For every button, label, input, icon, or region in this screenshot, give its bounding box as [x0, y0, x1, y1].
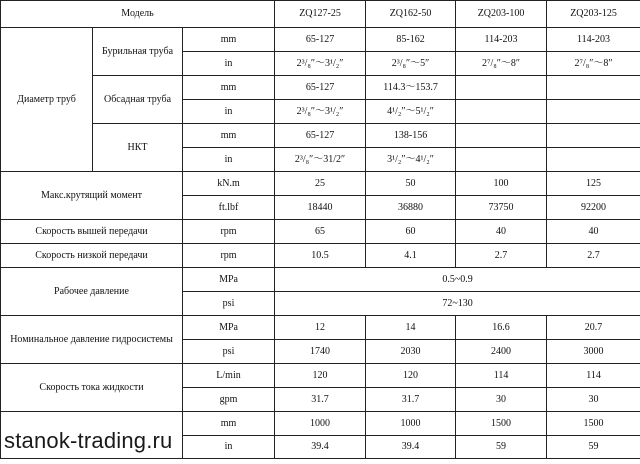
- table-cell: [456, 100, 547, 124]
- table-cell: 59: [456, 436, 547, 459]
- table-cell: 125: [547, 172, 640, 196]
- table-cell: 2³/₈″～3¹/₂″: [275, 52, 366, 76]
- table-cell: 39.4: [366, 436, 456, 459]
- table-cell: 100: [456, 172, 547, 196]
- table-cell: 2030: [366, 340, 456, 364]
- table-cell: 2.7: [456, 244, 547, 268]
- model-1-header: ZQ127-25: [275, 1, 366, 28]
- unit-cell: psi: [183, 292, 275, 316]
- unit-cell: L/min: [183, 364, 275, 388]
- table-cell: 92200: [547, 196, 640, 220]
- table-cell: 20.7: [547, 316, 640, 340]
- table-cell: 12: [275, 316, 366, 340]
- table-cell: 65-127: [275, 76, 366, 100]
- table-cell: [456, 76, 547, 100]
- table-row: [1, 172, 640, 196]
- table-cell: 16.6: [456, 316, 547, 340]
- unit-cell: psi: [183, 340, 275, 364]
- table-cell: 1740: [275, 340, 366, 364]
- unit-cell: MPa: [183, 268, 275, 292]
- table-row: [1, 220, 640, 244]
- table-row: [1, 316, 640, 340]
- casing-pipe-label: Обсадная труба: [93, 76, 183, 124]
- table-cell: 1500: [547, 412, 640, 436]
- table-cell: 4.1: [366, 244, 456, 268]
- watermark-text: stanok-trading.ru: [4, 428, 173, 453]
- table-cell: 2.7: [547, 244, 640, 268]
- table-cell: 25: [275, 172, 366, 196]
- table-cell: 114: [456, 364, 547, 388]
- unit-cell: in: [183, 148, 275, 172]
- unit-cell: in: [183, 100, 275, 124]
- table-cell: 14: [366, 316, 456, 340]
- table-cell: [456, 148, 547, 172]
- table-cell: 50: [366, 172, 456, 196]
- low-speed-label: Скорость низкой передачи: [1, 244, 183, 268]
- table-cell: 2³/₈″～5″: [366, 52, 456, 76]
- table-cell: 3000: [547, 340, 640, 364]
- table-row: [1, 124, 640, 148]
- table-cell: 114.3～153.7: [366, 76, 456, 100]
- unit-cell: mm: [183, 28, 275, 52]
- table-cell: [547, 124, 640, 148]
- table-row: [1, 268, 640, 292]
- model-2-header: ZQ162-50: [366, 1, 456, 28]
- table-cell: 0.5~0.9: [275, 268, 640, 292]
- table-cell: 85-162: [366, 28, 456, 52]
- table-cell: 120: [275, 364, 366, 388]
- unit-cell: mm: [183, 412, 275, 436]
- table-cell: 30: [547, 388, 640, 412]
- table-cell: 65-127: [275, 124, 366, 148]
- table-cell: 40: [456, 220, 547, 244]
- table-cell: 59: [547, 436, 640, 459]
- table-cell: 114: [547, 364, 640, 388]
- table-cell: 1000: [366, 412, 456, 436]
- table-cell: 3¹/₂″～4¹/₂″: [366, 148, 456, 172]
- unit-cell: gpm: [183, 388, 275, 412]
- table-cell: 30: [456, 388, 547, 412]
- model-4-header: ZQ203-125: [547, 1, 640, 28]
- unit-cell: ft.lbf: [183, 196, 275, 220]
- table-row: [1, 76, 640, 100]
- table-cell: 31.7: [275, 388, 366, 412]
- table-cell: 72~130: [275, 292, 640, 316]
- table-cell: 2400: [456, 340, 547, 364]
- drill-pipe-label: Бурильная труба: [93, 28, 183, 76]
- table-cell: 65: [275, 220, 366, 244]
- high-speed-label: Скорость вышей передачи: [1, 220, 183, 244]
- unit-cell: in: [183, 436, 275, 459]
- model-3-header: ZQ203-100: [456, 1, 547, 28]
- header-row: [1, 1, 640, 28]
- table-cell: 1000: [275, 412, 366, 436]
- table-cell: 138-156: [366, 124, 456, 148]
- table-cell: [547, 100, 640, 124]
- table-cell: 40: [547, 220, 640, 244]
- table-cell: 18440: [275, 196, 366, 220]
- table-cell: 36880: [366, 196, 456, 220]
- table-cell: [547, 76, 640, 100]
- unit-cell: mm: [183, 76, 275, 100]
- table-cell: 39.4: [275, 436, 366, 459]
- unit-cell: rpm: [183, 244, 275, 268]
- table-cell: 114-203: [456, 28, 547, 52]
- torque-label: Макс.крутящий момент: [1, 172, 183, 220]
- table-cell: 120: [366, 364, 456, 388]
- unit-cell: rpm: [183, 220, 275, 244]
- table-cell: 60: [366, 220, 456, 244]
- table-cell: 2⁷/₈″～8″: [547, 52, 640, 76]
- table-cell: 65-127: [275, 28, 366, 52]
- table-cell: [547, 148, 640, 172]
- pipe-diameter-label: Диаметр труб: [1, 28, 93, 172]
- table-cell: 2⁷/₈″～8″: [456, 52, 547, 76]
- tubing-label: НКТ: [93, 124, 183, 172]
- unit-cell: mm: [183, 124, 275, 148]
- table-cell: 2³/₈″～31/2″: [275, 148, 366, 172]
- table-cell: [456, 124, 547, 148]
- table-row: [1, 364, 640, 388]
- work-pressure-label: Рабочее давление: [1, 268, 183, 316]
- table-cell: 1500: [456, 412, 547, 436]
- table-cell: 73750: [456, 196, 547, 220]
- model-header: Модель: [1, 1, 275, 28]
- table-cell: 10.5: [275, 244, 366, 268]
- table-cell: 4¹/₂″～5¹/₂″: [366, 100, 456, 124]
- unit-cell: MPa: [183, 316, 275, 340]
- unit-cell: kN.m: [183, 172, 275, 196]
- table-row: [1, 28, 640, 52]
- table-cell: 31.7: [366, 388, 456, 412]
- table-cell: 2³/₈″～3¹/₂″: [275, 100, 366, 124]
- unit-cell: in: [183, 52, 275, 76]
- table-row: [1, 244, 640, 268]
- flow-label: Скорость тока жидкости: [1, 364, 183, 412]
- table-cell: 114-203: [547, 28, 640, 52]
- hyd-pressure-label: Номинальное давление гидросистемы: [1, 316, 183, 364]
